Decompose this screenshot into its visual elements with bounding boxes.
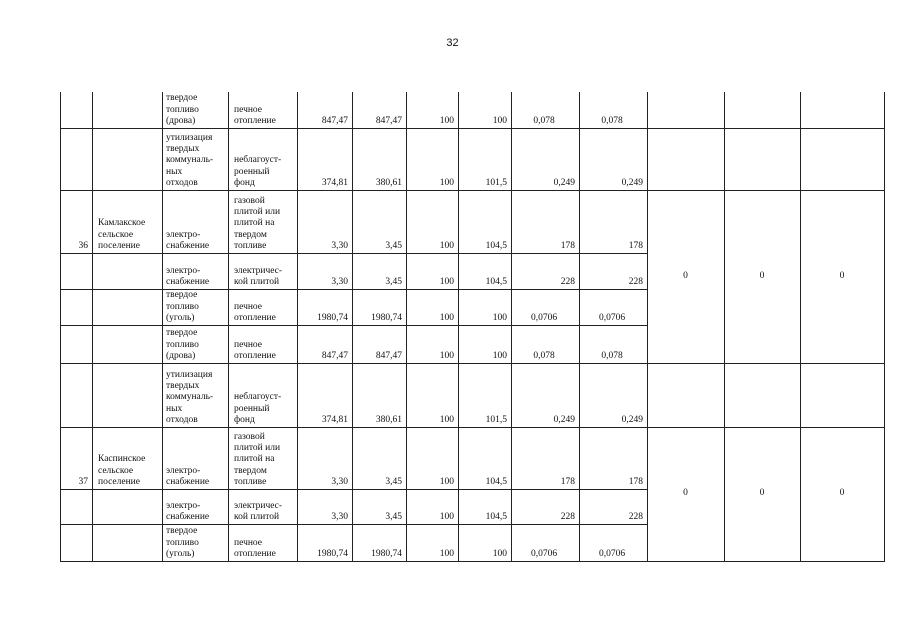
column-divider [647, 92, 648, 562]
service-type: печное [234, 537, 263, 548]
value-cell: 228 [560, 276, 575, 287]
service-name: (дрова) [166, 350, 196, 361]
value-cell: 847,47 [321, 350, 348, 361]
service-type: роенный [234, 403, 270, 414]
service-name: снабжение [166, 276, 210, 287]
service-type: кой плитой [234, 276, 280, 287]
value-cell: 228 [560, 511, 575, 522]
service-name: снабжение [166, 476, 210, 487]
value-cell: 228 [628, 511, 643, 522]
service-type: фонд [234, 177, 255, 188]
value-cell: 0,078 [601, 115, 623, 126]
settlement-name: поселение [98, 476, 140, 487]
value-cell: 0,0706 [530, 312, 558, 323]
value-cell: 380,61 [375, 177, 402, 188]
value-cell: 1980,74 [371, 312, 402, 323]
row-divider [60, 128, 648, 129]
value-cell: 374,81 [321, 414, 348, 425]
service-name: (уголь) [166, 312, 195, 323]
service-type: плитой или [234, 443, 281, 454]
value-cell: 100 [492, 115, 507, 126]
value-cell: 104,5 [485, 511, 507, 522]
service-name: (дрова) [166, 115, 196, 126]
service-name: твердое [166, 93, 198, 104]
row-divider [647, 128, 885, 129]
column-divider [228, 92, 229, 562]
column-divider [724, 92, 725, 562]
settlement-name: Камлакское [98, 218, 146, 229]
column-divider [60, 92, 61, 562]
value-cell: 374,81 [321, 177, 348, 188]
value-cell: 100 [439, 312, 454, 323]
service-type: электричес- [234, 500, 283, 511]
value-cell: 0,249 [553, 177, 575, 188]
merged-value: 0 [683, 488, 688, 499]
service-type: плитой на [234, 218, 275, 229]
service-name: коммуналь- [166, 155, 214, 166]
service-name: коммуналь- [166, 392, 214, 403]
value-cell: 3,30 [331, 511, 348, 522]
value-cell: 100 [439, 548, 454, 559]
service-type: электричес- [234, 265, 283, 276]
row-divider [60, 489, 648, 490]
value-cell: 1980,74 [317, 312, 348, 323]
value-cell: 100 [439, 414, 454, 425]
row-divider [60, 253, 648, 254]
row-divider [60, 289, 648, 290]
value-cell: 3,30 [331, 476, 348, 487]
value-cell: 0,0706 [598, 312, 626, 323]
column-divider [884, 92, 885, 562]
row-divider [647, 561, 885, 562]
service-name: твердых [166, 144, 200, 155]
service-type: кой плитой [234, 511, 280, 522]
service-name: (уголь) [166, 548, 195, 559]
service-name: топливо [166, 104, 199, 115]
value-cell: 3,45 [385, 276, 402, 287]
value-cell: 228 [628, 276, 643, 287]
service-type: твердом [234, 229, 267, 240]
merged-value: 0 [759, 270, 765, 281]
service-type: фонд [234, 414, 255, 425]
value-cell: 0,078 [533, 115, 555, 126]
value-cell: 104,5 [485, 276, 507, 287]
settlement-name: сельское [98, 465, 134, 476]
value-cell: 847,47 [321, 115, 348, 126]
service-type: плитой или [234, 207, 281, 218]
merged-value: 0 [759, 488, 765, 499]
column-divider [92, 92, 93, 562]
service-name: твердое [166, 290, 198, 301]
value-cell: 100 [492, 350, 507, 361]
row-divider [647, 427, 885, 428]
service-name: отходов [166, 414, 198, 425]
value-cell: 3,30 [331, 276, 348, 287]
service-type: отопление [234, 548, 276, 559]
value-cell: 847,47 [375, 350, 402, 361]
value-cell: 100 [439, 476, 454, 487]
value-cell: 1980,74 [317, 548, 348, 559]
column-divider [579, 92, 580, 562]
value-cell: 100 [439, 276, 454, 287]
service-type: топливе [234, 476, 267, 487]
service-name: снабжение [166, 240, 210, 251]
value-cell: 100 [439, 115, 454, 126]
column-divider [511, 92, 512, 562]
service-type: топливе [234, 240, 267, 251]
settlement-name: поселение [98, 240, 140, 251]
service-type: неблагоуст- [234, 392, 282, 403]
row-number: 36 [78, 240, 88, 251]
value-cell: 0,249 [621, 414, 643, 425]
service-type: газовой [234, 196, 265, 206]
page-number: 32 [446, 37, 459, 49]
value-cell: 3,30 [331, 240, 348, 251]
column-divider [800, 92, 801, 562]
service-type: твердом [234, 465, 267, 476]
settlement-name: Каспинское [98, 454, 146, 465]
value-cell: 0,0706 [598, 548, 626, 559]
service-name: отходов [166, 177, 198, 188]
value-cell: 104,5 [485, 240, 507, 251]
service-name: электро- [166, 500, 201, 511]
service-name: твердое [166, 526, 198, 537]
service-type: отопление [234, 350, 276, 361]
value-cell: 0,249 [553, 414, 575, 425]
service-name: электро- [166, 465, 201, 476]
value-cell: 0,078 [601, 350, 623, 361]
value-cell: 3,45 [385, 511, 402, 522]
service-name: топливо [166, 301, 199, 312]
row-divider [60, 427, 648, 428]
value-cell: 178 [560, 240, 575, 251]
value-cell: 101,5 [485, 177, 507, 188]
value-cell: 3,45 [385, 476, 402, 487]
service-name: электро- [166, 265, 201, 276]
merged-value: 0 [839, 488, 845, 499]
service-name: топливо [166, 339, 199, 350]
column-divider [297, 92, 298, 562]
service-name: утилизация [166, 370, 213, 380]
service-type: роенный [234, 166, 270, 177]
service-type: плитой на [234, 454, 275, 465]
value-cell: 104,5 [485, 476, 507, 487]
value-cell: 178 [628, 476, 643, 487]
service-name: электро- [166, 229, 201, 240]
row-divider [647, 190, 885, 191]
service-name: ных [166, 166, 183, 177]
value-cell: 178 [628, 240, 643, 251]
service-type: отопление [234, 115, 276, 126]
service-name: утилизация [166, 133, 213, 143]
value-cell: 3,45 [385, 240, 402, 251]
value-cell: 100 [439, 240, 454, 251]
value-cell: 100 [492, 548, 507, 559]
value-cell: 100 [439, 511, 454, 522]
value-cell: 178 [560, 476, 575, 487]
row-divider [60, 561, 648, 562]
merged-value: 0 [839, 270, 845, 281]
service-name: твердое [166, 328, 198, 339]
row-divider [60, 524, 648, 525]
row-number: 37 [78, 476, 88, 487]
value-cell: 0,249 [621, 177, 643, 188]
service-type: печное [234, 104, 263, 115]
column-divider [458, 92, 459, 562]
value-cell: 100 [439, 177, 454, 188]
value-cell: 1980,74 [371, 548, 402, 559]
row-divider [60, 363, 648, 364]
service-name: твердых [166, 381, 200, 392]
column-divider [352, 92, 353, 562]
service-name: снабжение [166, 511, 210, 522]
value-cell: 101,5 [485, 414, 507, 425]
value-cell: 380,61 [375, 414, 402, 425]
row-divider [60, 325, 648, 326]
service-type: отопление [234, 312, 276, 323]
row-divider [60, 190, 648, 191]
value-cell: 0,078 [533, 350, 555, 361]
service-name: ных [166, 403, 183, 414]
value-cell: 100 [439, 350, 454, 361]
service-type: печное [234, 339, 263, 350]
merged-value: 0 [683, 270, 688, 281]
service-type: печное [234, 301, 263, 312]
value-cell: 847,47 [375, 115, 402, 126]
row-divider [647, 363, 885, 364]
service-type: газовой [234, 432, 265, 442]
settlement-name: сельское [98, 229, 134, 240]
service-name: топливо [166, 537, 199, 548]
service-type: неблагоуст- [234, 155, 282, 166]
column-divider [406, 92, 407, 562]
value-cell: 100 [492, 312, 507, 323]
value-cell: 0,0706 [530, 548, 558, 559]
column-divider [162, 92, 163, 562]
